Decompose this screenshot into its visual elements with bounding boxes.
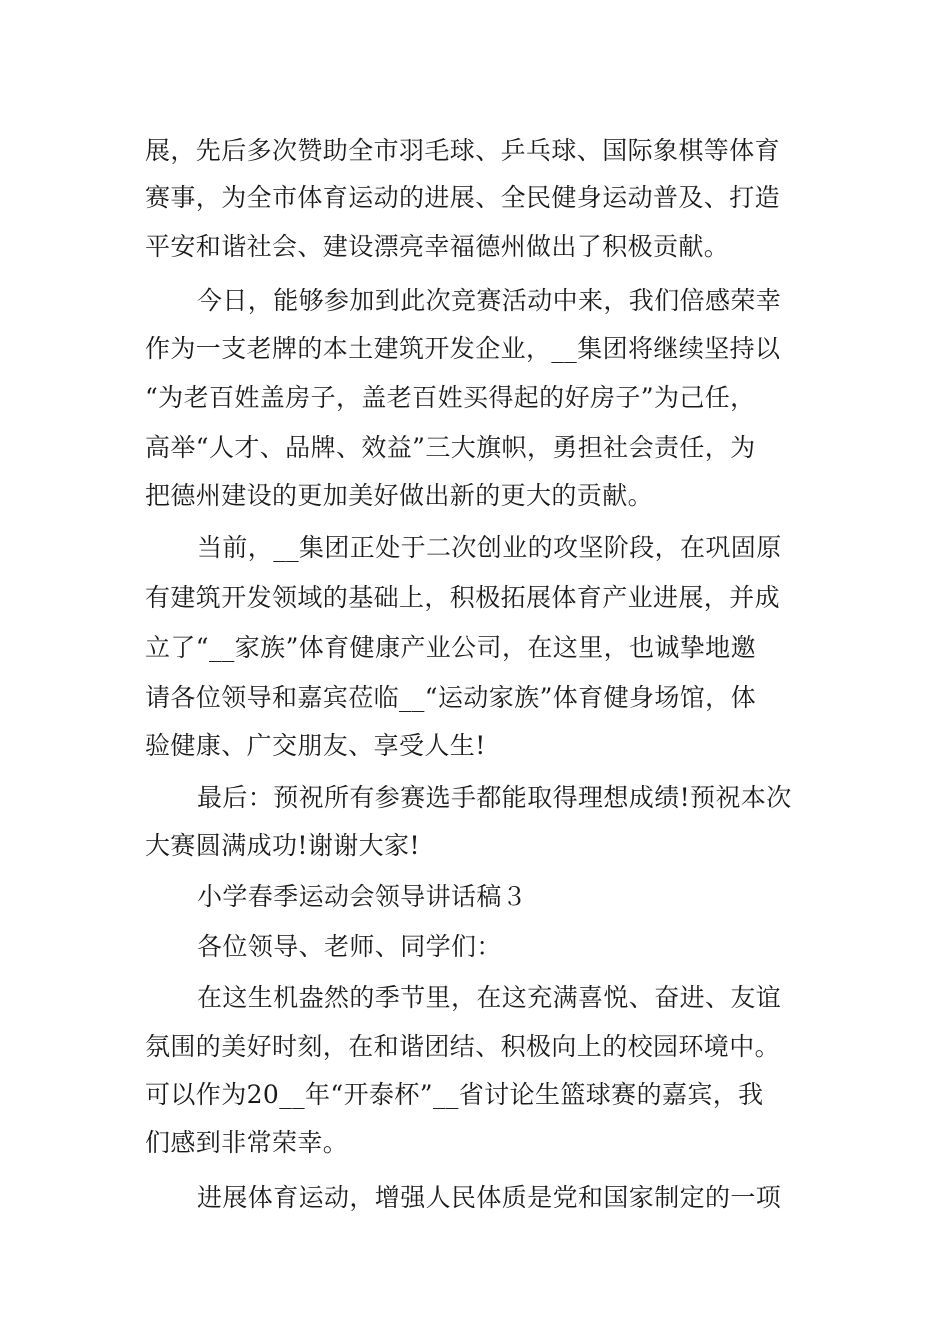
text-line: 平安和谐社会、建设漂亮幸福德州做出了积极贡献。 (145, 232, 730, 261)
text-line: 有建筑开发领域的基础上，积极拓展体育产业进展，并成 (145, 583, 781, 612)
text-line: 请各位领导和嘉宾莅临__“运动家族”体育健身场馆，体 (145, 683, 756, 712)
paragraph-start-line: 在这生机盎然的季节里，在这充满喜悦、奋进、友谊 (197, 983, 782, 1012)
text-line: 立了“__家族”体育健康产业公司，在这里，也诚挚地邀 (145, 633, 756, 662)
paragraph-start-line: 当前，__集团正处于二次创业的攻坚阶段，在巩固原 (197, 533, 782, 562)
salutation-line: 各位领导、老师、同学们： (197, 932, 502, 961)
paragraph-start-line: 最后：预祝所有参赛选手都能取得理想成绩!预祝本次 (197, 783, 792, 812)
paragraph-start-line: 今日，能够参加到此次竞赛活动中来，我们倍感荣幸 (197, 286, 782, 315)
text-line: 大赛圆满成功!谢谢大家! (145, 831, 420, 860)
paragraph-start-line: 进展体育运动，增强人民体质是党和国家制定的一项 (197, 1183, 782, 1212)
text-line: 作为一支老牌的本土建筑开发企业，__集团将继续坚持以 (145, 334, 781, 363)
text-line: 们感到非常荣幸。 (145, 1128, 349, 1157)
text-line: 验健康、广交朋友、享受人生! (145, 731, 486, 760)
text-line: 氛围的美好时刻，在和谐团结、积极向上的校园环境中。 (145, 1032, 781, 1061)
text-line: 可以作为20__年“开泰杯”__省讨论生篮球赛的嘉宾，我 (145, 1080, 764, 1109)
text-line: 高举“人才、品牌、效益”三大旗帜，勇担社会责任，为 (145, 433, 756, 462)
text-line: 展，先后多次赞助全市羽毛球、乒乓球、国际象棋等体育 (145, 136, 781, 165)
section-heading: 小学春季运动会领导讲话稿３ (197, 882, 528, 911)
text-line: “为老百姓盖房子，盖老百姓买得起的好房子”为己任， (145, 383, 756, 412)
text-line: 赛事，为全市体育运动的进展、全民健身运动普及、打造 (145, 183, 781, 212)
text-line: 把德州建设的更加美好做出新的更大的贡献。 (145, 481, 654, 510)
